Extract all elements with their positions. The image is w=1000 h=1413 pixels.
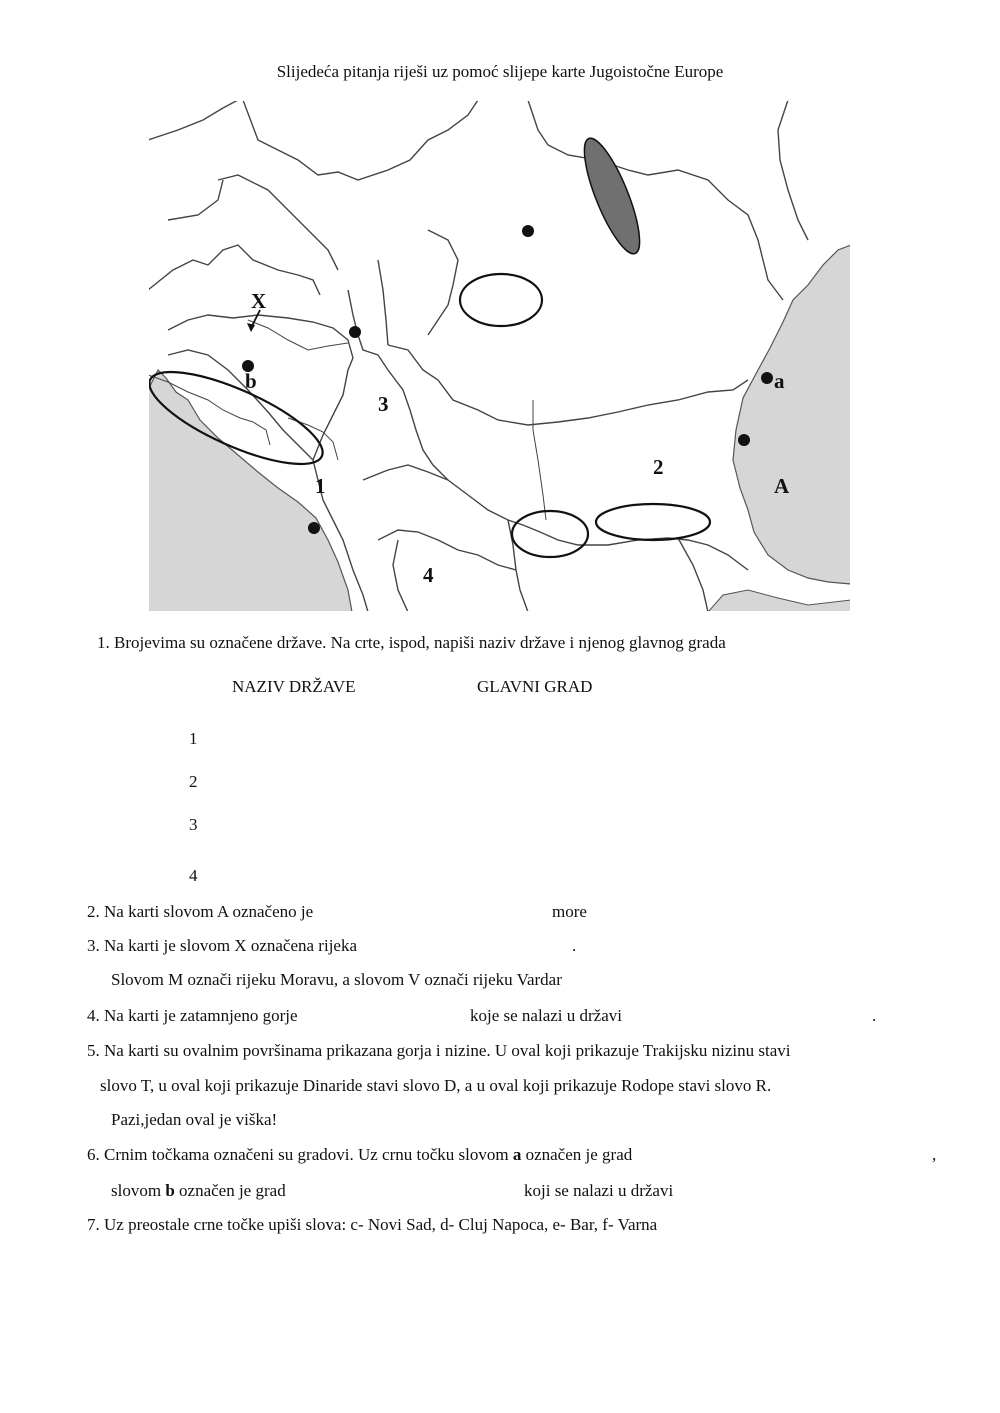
q6-pre: 6. Crnim točkama označeni su gradovi. Uz crnu točku slovom bbox=[87, 1145, 513, 1164]
q1-text: 1. Brojevima su označene države. Na crte, ispod, napiši naziv države i njenog glavnog grada bbox=[97, 633, 726, 652]
q6-line2 bbox=[111, 1181, 286, 1201]
page-title: Slijedeća pitanja riješi uz pomoć slijepe karte Jugoistočne Europe bbox=[276, 62, 724, 81]
label-x: X bbox=[251, 289, 267, 313]
q1-row-1: 1 bbox=[189, 729, 198, 748]
q5-line1: 5. Na karti su ovalnim površinama prikazana gorja i nizine. U oval koji prikazuje Trakijsku nizinu stavi bbox=[87, 1041, 791, 1060]
label-a: a bbox=[774, 369, 785, 393]
city-dot-a bbox=[761, 372, 773, 384]
q3-line2: Slovom M označi rijeku Moravu, a slovom V označi rijeku Vardar bbox=[111, 970, 562, 989]
q1-row-4: 4 bbox=[189, 866, 198, 885]
city-dot-cluj bbox=[522, 225, 534, 237]
q6-l2-pre: slovom bbox=[111, 1181, 166, 1200]
q6-comma: , bbox=[932, 1145, 937, 1164]
city-dot-novi-sad bbox=[349, 326, 361, 338]
label-3: 3 bbox=[378, 392, 389, 416]
label-b: b bbox=[245, 369, 257, 393]
q4-text: 4. Na karti je zatamnjeno gorje bbox=[87, 1006, 298, 1025]
label-big-a: A bbox=[774, 474, 790, 498]
q1-row-2: 2 bbox=[189, 772, 198, 791]
q6-bold-b: b bbox=[165, 1181, 175, 1200]
label-2: 2 bbox=[653, 455, 664, 479]
q3-tail: . bbox=[572, 936, 577, 955]
q6-line1 bbox=[87, 1145, 632, 1165]
label-4: 4 bbox=[423, 563, 434, 587]
q1-col-capital: GLAVNI GRAD bbox=[477, 677, 593, 696]
q4-tail: . bbox=[872, 1006, 877, 1025]
q6-post: označen je grad bbox=[521, 1145, 633, 1164]
q5-line2: slovo T, u oval koji prikazuje Dinaride stavi slovo D, a u oval koji prikazuje Rodope stavi slovo R. bbox=[100, 1076, 772, 1095]
q6-l2-post: označen je grad bbox=[174, 1181, 286, 1200]
q6-l2-tail: koji se nalazi u državi bbox=[524, 1181, 674, 1200]
q1-col-state: NAZIV DRŽAVE bbox=[232, 677, 356, 696]
q5-line3: Pazi,jedan oval je viška! bbox=[111, 1110, 278, 1129]
city-dot-varna bbox=[738, 434, 750, 446]
q1-row-3: 3 bbox=[189, 815, 198, 834]
q7-text: 7. Uz preostale crne točke upiši slova: c- Novi Sad, d- Cluj Napoca, e- Bar, f- Varna bbox=[87, 1215, 658, 1234]
q4-mid: koje se nalazi u državi bbox=[470, 1006, 622, 1025]
label-1: 1 bbox=[315, 474, 326, 498]
q2-tail: more bbox=[552, 902, 587, 921]
q3-text: 3. Na karti je slovom X označena rijeka bbox=[87, 936, 358, 955]
q6-bold-a: a bbox=[512, 1145, 522, 1164]
city-dot-bar bbox=[308, 522, 320, 534]
q2-text: 2. Na karti slovom A označeno je bbox=[87, 902, 314, 921]
blind-map bbox=[148, 100, 851, 612]
